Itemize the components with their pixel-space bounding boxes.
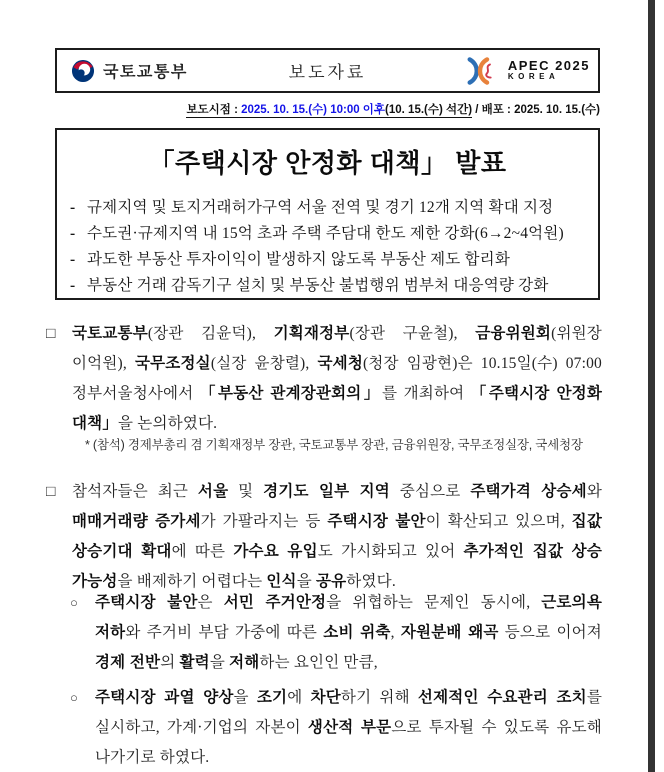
dash-marker: -	[70, 225, 76, 242]
headline-item-text: 부동산 거래 감독기구 설치 및 부동산 불법행위 범부처 대응역량 강화	[87, 277, 549, 294]
release-time-note: (10. 15.(수) 석간)	[385, 104, 473, 116]
dash-marker: -	[70, 277, 76, 294]
headline-summary-list	[70, 195, 588, 299]
headline-title: 「주택시장 안정화 대책」 발표	[148, 148, 507, 178]
apec-logo-line2: KOREA	[507, 72, 560, 82]
distribution-date: 배포 : 2025. 10. 15.(수)	[481, 104, 600, 116]
headline-box	[55, 128, 600, 300]
dash-marker: -	[70, 251, 76, 268]
headline-item	[70, 273, 588, 299]
headline-item	[70, 247, 588, 273]
apec-logo-text	[508, 59, 590, 81]
paragraph-meeting	[46, 319, 602, 439]
apec-2025-logo	[461, 56, 590, 86]
doc-type-label: 보도자료	[288, 63, 367, 82]
circle-bullet: ○	[70, 690, 79, 705]
square-bullet: □	[46, 325, 56, 342]
paragraph-text: 주택시장 과열 양상을 조기에 차단하기 위해 선제적인 수요관리 조치를 실시하고, 가계·기업의 자본이 생산적 부문으로 투자될 수 있도록 유도해 나가기로 하였다.	[95, 689, 603, 766]
square-bullet: □	[46, 483, 56, 500]
headline-item	[70, 195, 588, 221]
release-time-label: 보도시점 :	[186, 104, 242, 116]
headline-item-text: 과도한 부동산 투자이익이 발생하지 않도록 부동산 제도 합리화	[87, 251, 511, 268]
paragraph-text: 국토교통부(장관 김윤덕), 기획재정부(장관 구윤철), 금융위원회(위원장 이억원), 국무조정실(실장 윤창렬), 국세청(청장 임광현)은 10.15일(수) 07:00 정부서울청사에서 「부동산 관계장관회의」를 개최하여 「주택시장 안정화 대책」을 논의하였다.	[72, 325, 603, 432]
dash-marker: -	[70, 199, 76, 216]
paragraph-preemptive-measures	[70, 683, 602, 772]
apec-logo-line1: APEC 2025	[507, 58, 590, 74]
circle-bullet: ○	[70, 595, 79, 610]
paragraph-text: 주택시장 불안은 서민 주거안정을 위협하는 문제인 동시에, 근로의욕 저하와 주거비 부담 가중에 따른 소비 위축, 자원분배 왜곡 등으로 이어져 경제 전반의 활력을 저해하는 요인인 만큼,	[95, 594, 602, 671]
headline-item	[70, 221, 588, 247]
paragraph-text: 참석자들은 최근 서울 및 경기도 일부 지역 중심으로 주택가격 상승세와 매매거래량 증가세가 가팔라지는 등 주택시장 불안이 확산되고 있으며, 집값 상승기대 확대에 따른 가수요 유입도 가시화되고 있어 추가적인 집값 상승 가능성을 배제하기 어렵다는 인식을 공유하였다.	[72, 483, 603, 590]
release-divider: /	[472, 104, 482, 116]
attendees-footnote: * (참석) 경제부총리 겸 기획재정부 장관, 국토교통부 장관, 금융위원장, 국무조정실장, 국세청장	[85, 438, 583, 452]
ministry-logo-group	[71, 59, 188, 83]
headline-item-text: 규제지역 및 토지거래허가구역 서울 전역 및 경기 12개 지역 확대 지정	[87, 199, 554, 216]
release-time-value: 2025. 10. 15.(수) 10:00 이후	[241, 104, 386, 116]
apec-swirl-icon	[461, 56, 503, 86]
window-edge	[648, 0, 655, 772]
headline-item-text: 수도권·규제지역 내 15억 초과 주택 주담대 한도 제한 강화(6→2~4억원)	[87, 225, 564, 242]
release-time-underlined	[186, 104, 472, 118]
ministry-name: 국토교통부	[103, 64, 188, 81]
government-emblem-icon	[71, 59, 95, 83]
press-header-box	[55, 48, 600, 93]
release-info-line	[55, 101, 600, 117]
paragraph-instability-impact	[70, 588, 602, 678]
paragraph-market-assessment	[46, 477, 602, 597]
